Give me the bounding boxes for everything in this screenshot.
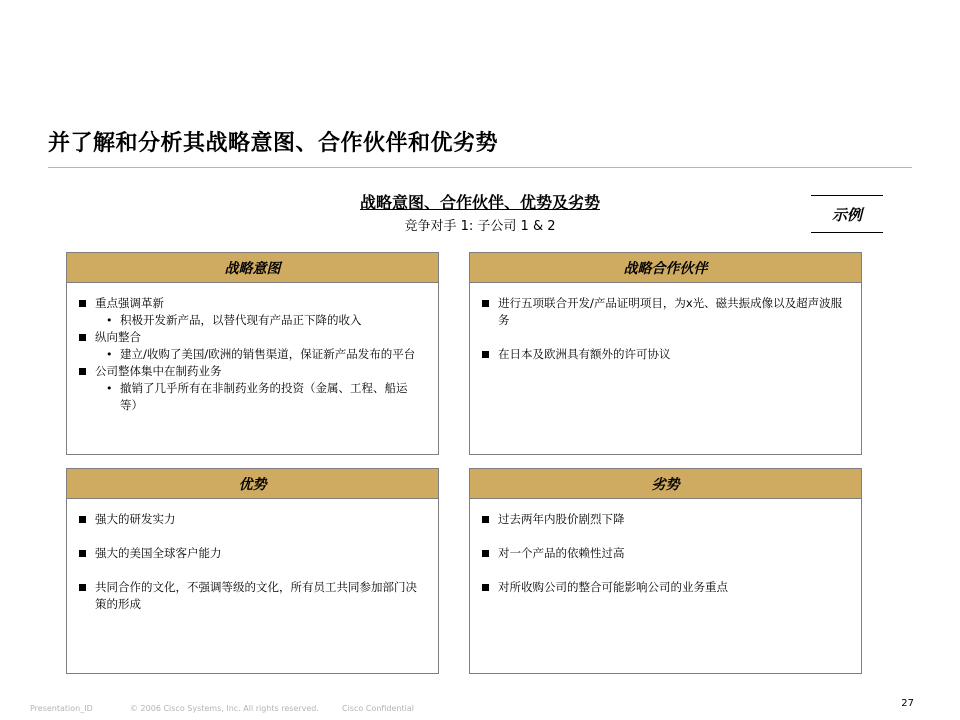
list-item <box>482 511 847 528</box>
list-item-text: 共同合作的文化，不强调等级的文化，所有员工共同参加部门决策的形成 <box>95 580 417 611</box>
sub-list-item <box>79 346 424 363</box>
square-bullet-icon <box>482 300 489 307</box>
list-item <box>79 545 424 562</box>
list-item <box>79 329 424 346</box>
dot-bullet-icon: • <box>106 314 113 327</box>
list-item <box>482 295 847 329</box>
list-item <box>482 579 847 596</box>
list-item-text: 过去两年内股价剧烈下降 <box>498 512 625 526</box>
list-item <box>79 295 424 312</box>
square-bullet-icon <box>79 584 86 591</box>
dot-bullet-icon: • <box>106 348 113 361</box>
footer-confidential: Cisco Confidential <box>342 704 414 713</box>
list-item-text: 重点强调革新 <box>95 296 164 310</box>
box-body <box>67 499 438 613</box>
list-item <box>482 346 847 363</box>
square-bullet-icon <box>79 550 86 557</box>
page-number: 27 <box>901 698 914 709</box>
list-item-text: 强大的美国全球客户能力 <box>95 546 222 560</box>
footer-presentation-id: Presentation_ID <box>30 704 93 713</box>
square-bullet-icon <box>79 368 86 375</box>
square-bullet-icon <box>79 516 86 523</box>
sub-list-item-text: 积极开发新产品，以替代现有产品正下降的收入 <box>120 313 362 327</box>
list-item-text: 公司整体集中在制药业务 <box>95 364 222 378</box>
list-item-text: 进行五项联合开发/产品证明项目，为x光、磁共振成像以及超声波服务 <box>498 296 843 327</box>
subheading-main: 战略意图、合作伙伴、优势及劣势 <box>359 193 600 212</box>
square-bullet-icon <box>79 300 86 307</box>
list-item <box>482 545 847 562</box>
box-header: 劣势 <box>470 469 861 499</box>
page-title: 并了解和分析其战略意图、合作伙伴和优劣势 <box>48 131 499 156</box>
list-item-text: 对一个产品的依赖性过高 <box>498 546 625 560</box>
square-bullet-icon <box>482 550 489 557</box>
box-body <box>67 283 438 414</box>
box-strategic-intent <box>66 252 439 455</box>
square-bullet-icon <box>482 516 489 523</box>
list-item-text: 在日本及欧洲具有额外的许可协议 <box>498 347 671 361</box>
subheading-sub: 竞争对手 1: 子公司 1 & 2 <box>404 219 556 234</box>
square-bullet-icon <box>79 334 86 341</box>
list-item-text: 强大的研发实力 <box>95 512 176 526</box>
box-header: 优势 <box>67 469 438 499</box>
list-item-text: 纵向整合 <box>95 330 141 344</box>
square-bullet-icon <box>482 351 489 358</box>
list-item-text: 对所收购公司的整合可能影响公司的业务重点 <box>498 580 728 594</box>
sub-list-item-text: 建立/收购了美国/欧洲的销售渠道，保证新产品发布的平台 <box>120 347 416 361</box>
box-strategic-partners <box>469 252 862 455</box>
dot-bullet-icon: • <box>106 382 113 395</box>
sub-list-item <box>79 312 424 329</box>
footer-copyright: © 2006 Cisco Systems, Inc. All rights reserved. <box>130 704 319 713</box>
box-weaknesses <box>469 468 862 674</box>
list-item <box>79 511 424 528</box>
box-header: 战略合作伙伴 <box>470 253 861 283</box>
box-header: 战略意图 <box>67 253 438 283</box>
example-label: 示例 <box>811 195 883 233</box>
list-item <box>79 363 424 380</box>
box-body <box>470 499 861 596</box>
title-divider <box>48 167 912 168</box>
sub-list-item-text: 撤销了几乎所有在非制药业务的投资（金属、工程、船运等） <box>120 381 408 412</box>
box-strengths <box>66 468 439 674</box>
square-bullet-icon <box>482 584 489 591</box>
sub-list-item <box>79 380 424 414</box>
box-body <box>470 283 861 363</box>
list-item <box>79 579 424 613</box>
